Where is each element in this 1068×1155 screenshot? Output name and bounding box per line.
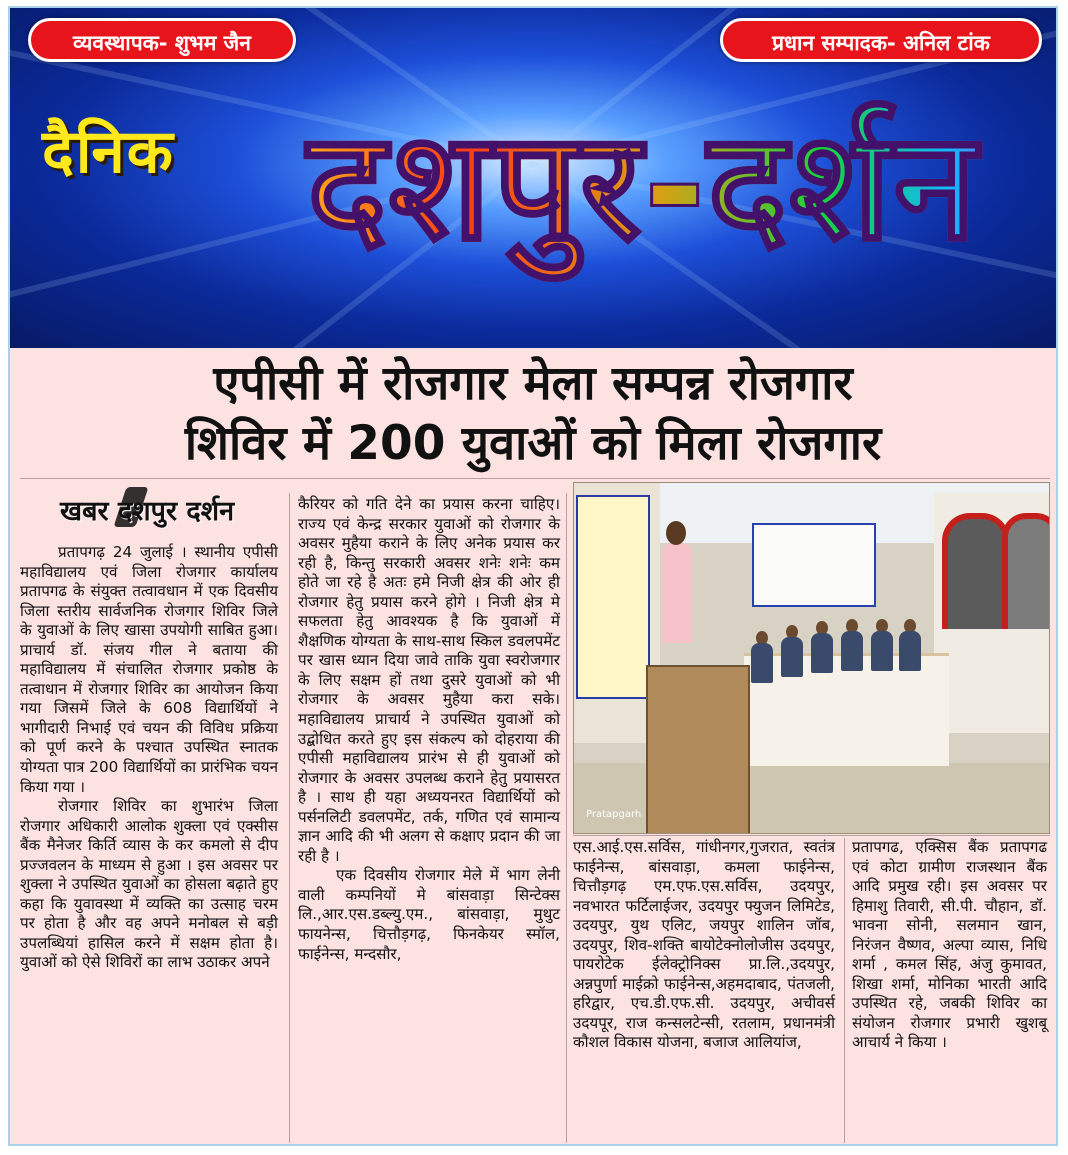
guest xyxy=(871,631,893,671)
guest xyxy=(841,631,863,671)
speaker-head xyxy=(666,521,686,545)
guest xyxy=(781,637,803,677)
headline-line-1: एपीसी में रोजगार मेला सम्पन्न रोजगार xyxy=(213,356,853,411)
headline-line-2: शिविर में 200 युवाओं को मिला रोजगार xyxy=(184,416,882,471)
photo-rule xyxy=(573,835,1050,836)
photo-arch xyxy=(942,513,1010,629)
photo-watermark: Pratapgarh xyxy=(586,809,642,820)
article-paragraph: एस.आई.एस.सर्विस, गांधीनगर,गुजरात, स्वतंत्र फाईनेन्स, बांसवाड़ा, कमला फाईनेन्स, चित्तौड़गढ़ एम.एफ.एस.सर्विस, उदयपुर, नवभारत फर्टिलाईजर, उदयपुर फ्युजन लिमिटेड, उदयपुर, युथ एलिट, जयपुर शालिन जॉब, उदयपुर, शिव-शक्ति बायोटेक्नोलोजीस उदयपुर, पायरोटेक ईलेक्ट्रोनिक्स प्रा.लि.,उदयपुर, अन्नपुर्णा माईक्रो फाईनेन्स,अहमदाबाद, पंतजली, हरिद्वार, एच.डी.एफ.सी. उदयपुर, अचीवर्स उदयपूर, राज कन्सलटेन्सी, रतलाम, प्रधानमंत्री कौशल विकास योजना, बजाज आलियांज, xyxy=(573,838,835,1052)
guest xyxy=(899,631,921,671)
article-paragraph: एक दिवसीय रोजगार मेले में भाग लेनी वाली कम्पनियों मे बांसवाड़ा सिन्टेक्स लि.,आर.एस.डब्ल्यु.एम., बांसवाड़ा, मुथुट फायनेन्स, चित्तौड़गढ़, फिनकेयर स्मॉल, फाईनेन्स, मन्दसौर, xyxy=(298,866,560,963)
article-paragraph: कैरियर को गति देने का प्रयास करना चाहिए।राज्य एवं केन्द्र सरकार युवाओं को रोजगार के अवसर मुहैया कराने के लिए अनेक प्रयास कर रही है, किन्तु सरकारी अवसर शनेः शनेः कम होते जा रहे है अतः हमे निजी क्षेत्र की ओर ही रोजगार हेतु प्रयास करने होगे । निजी क्षेत्र मे सफलता हेतु आवश्यक है कि युवाओं में शैक्षणिक योग्यता के साथ-साथ स्किल डवलपमेंट पर खास ध्यान दिया जावे ताकि युवा स्वरोजगार के लिए सक्षम हों तथा दुसरे युवाओं को भी रोजगार के अवसर मुहैया करा सके। महाविद्यालय प्राचार्य ने उपस्थित युवाओं को उद्बोधित करते हुए इस संकल्प को दोहराया की एपीसी महाविद्यालय प्रारंभ से ही युवाओं को रोजगार के अवसर उपलब्ध कराने हेतु प्रयासरत है । साथ ही यहा अध्ययनरत विद्यार्थियों को पर्सनलिटी डवलपमेंट, तर्क, गणित एवं सामान्य ज्ञान आदि की भी अलग से कक्षाए प्रदान की जा रही है । xyxy=(298,495,560,865)
column-divider xyxy=(844,838,845,1143)
article-paragraph: रोजगार शिविर का शुभारंभ जिला रोजगार अधिकारी आलोक शुक्ला एवं एक्सीस बैंक मैनेजर किर्ति व्यास के कर कमलो से दीप प्रज्जवलन के माध्यम से हुआ । इस अवसर पर शुक्ला ने उपस्थित युवाओं का होसला बढ़ाते हुए कहा कि युवावस्था में व्यक्ति का उत्साह चरम पर होता है और वह अपने मनोबल से बड़ी उपलब्धियां हासिल करने में सक्षम होता है। युवाओं को ऐसे शिविरों का लाभ उठाकर अपने xyxy=(20,797,278,972)
headline-rule xyxy=(20,478,1050,479)
masthead-banner xyxy=(10,8,1056,348)
editor-badge: प्रधान सम्पादक- अनिल टांक xyxy=(720,18,1042,62)
article-paragraph: प्रतापगढ़ 24 जुलाई । स्थानीय एपीसी महाविद्यालय एवं जिला रोजगार कार्यालय प्रतापगढ के संयुक्त तत्वावधान में एक दिवसीय जिला स्तरीय सार्वजनिक रोजगार शिविर जिले के युवाओं के लिए खासा उपयोगी साबित हुआ। प्राचार्य डॉ. संजय गील ने बताया की महाविद्यालय में संचालित रोजगार प्रकोष्ठ के तत्वाधान में रोजगार शिविर का आयोजन किया गया जिसमें जिले के 608 विद्यार्थियों ने भागीदारी निभाई एवं चयन की विविध प्रक्रिया को पूर्ण करने के पश्चात उपस्थित स्नातक योग्यता पात्र 200 विद्यार्थियों का प्रारंभिक चयन किया गया । xyxy=(20,543,278,796)
byline-text: खबर दशपुर दर्शन xyxy=(60,496,235,527)
event-photo xyxy=(573,482,1050,834)
column-divider xyxy=(566,493,567,1143)
article-paragraph: प्रतापगढ, एक्सिस बैंक प्रतापगढ एवं कोटा ग्रामीण राजस्थान बैंक आदि प्रमुख रही। इस अवसर पर हिमाशु तिवारी, सी.पी. चौहान, डॉ. भावना सोनी, सलमान खान, निरंजन वैष्णव, अल्पा व्यास, निधि शर्मा , कमल सिंह, अंजु कुमावत, शिखा शर्मा, मोनिका भारती आदि उपस्थित रहे, जबकी शिविर का संयोजन रोजगार प्रभारी खुशबू आचार्य ने किया । xyxy=(852,838,1047,1052)
guest xyxy=(811,633,833,673)
guest xyxy=(751,643,773,683)
article-column-2 xyxy=(298,495,560,964)
photo-arch xyxy=(1002,513,1050,629)
speaker xyxy=(662,543,692,643)
column-divider xyxy=(289,493,290,1143)
article-column-3 xyxy=(573,838,835,1053)
byline-logo xyxy=(60,485,282,531)
article-column-1 xyxy=(20,543,278,973)
daily-label: दैनिक xyxy=(42,117,175,187)
newspaper-title: दशपुर-दर्शन xyxy=(238,92,1048,282)
article-column-4 xyxy=(852,838,1047,1053)
newspaper-page xyxy=(8,6,1058,1146)
manager-badge: व्यवस्थापक- शुभम जैन xyxy=(28,18,296,62)
college-banner xyxy=(576,495,650,699)
headline xyxy=(10,354,1056,474)
podium xyxy=(646,665,750,834)
event-banner xyxy=(752,523,876,607)
